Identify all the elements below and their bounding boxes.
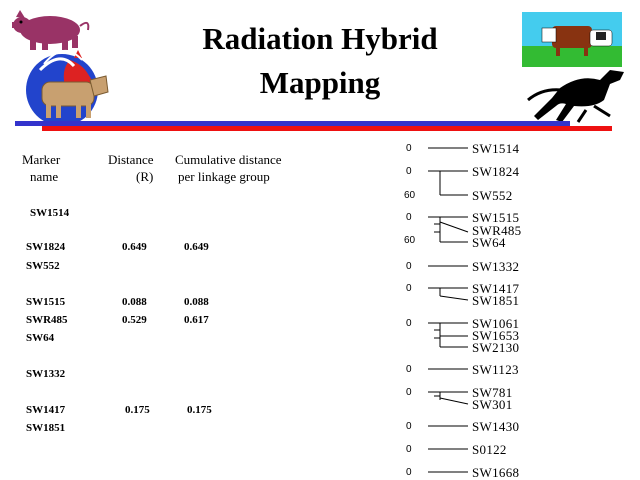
lod-value: 0 <box>406 364 412 375</box>
header-distance-line2: (R) <box>136 169 154 184</box>
red-divider-rule <box>42 126 612 131</box>
row-name: SW552 <box>26 260 60 272</box>
header-cumulative <box>175 152 282 168</box>
header-marker-line1: Marker <box>22 152 61 167</box>
row-name: SW64 <box>26 332 55 344</box>
map-marker: SW1514 <box>472 141 520 156</box>
map-marker: SW1332 <box>472 259 520 274</box>
row-name: SW1514 <box>30 207 70 219</box>
map-marker: SW1430 <box>472 419 520 434</box>
row-distance: 0.529 <box>122 314 147 326</box>
map-marker: SW1824 <box>472 164 520 179</box>
row-name: SW1332 <box>26 368 66 380</box>
lod-value: 60 <box>404 190 416 201</box>
lod-value: 0 <box>406 467 412 478</box>
row-distance: 0.088 <box>122 296 147 308</box>
lod-value: 0 <box>406 143 412 154</box>
row-distance: 0.175 <box>125 404 150 416</box>
lod-value: 0 <box>406 444 412 455</box>
slide-title-line-1: Radiation Hybrid <box>202 21 438 56</box>
map-marker: SW1851 <box>472 293 520 308</box>
map-marker: SW64 <box>472 235 506 250</box>
map-marker: SWR485 <box>472 223 522 238</box>
header-marker <box>22 152 60 168</box>
row-cumulative: 0.617 <box>184 314 209 326</box>
map-marker: SW1123 <box>472 362 519 377</box>
row-cumulative: 0.649 <box>184 241 209 253</box>
row-name: SW1417 <box>26 404 66 416</box>
map-marker: SW1061 <box>472 316 520 331</box>
header-cumulative-2 <box>178 169 270 185</box>
header-marker-line2: name <box>30 169 59 184</box>
map-marker: SW781 <box>472 385 513 400</box>
map-marker: S0122 <box>472 442 507 457</box>
row-cumulative: 0.175 <box>187 404 212 416</box>
lod-value: 0 <box>406 212 412 223</box>
map-marker: SW301 <box>472 397 513 412</box>
lod-value: 0 <box>406 261 412 272</box>
slide-title-line-2: Mapping <box>259 65 381 100</box>
map-marker: SW1668 <box>472 465 520 480</box>
header-cumulative-line2: per linkage group <box>178 169 270 184</box>
map-marker: SW552 <box>472 188 513 203</box>
row-name: SW1515 <box>26 296 66 308</box>
lod-value: 0 <box>406 318 412 329</box>
lod-value: 0 <box>406 166 412 177</box>
map-marker: SW1515 <box>472 210 520 225</box>
lod-value: 0 <box>406 283 412 294</box>
lod-value: 0 <box>406 421 412 432</box>
header-distance <box>108 152 153 168</box>
header-distance-2 <box>136 169 153 185</box>
map-marker: SW1653 <box>472 328 520 343</box>
lod-value: 0 <box>406 387 412 398</box>
lod-value: 60 <box>404 235 416 246</box>
header-distance-line1: Distance <box>108 152 154 167</box>
row-distance: 0.649 <box>122 241 147 253</box>
map-marker: SW1417 <box>472 281 520 296</box>
header-marker-2 <box>30 169 58 185</box>
row-cumulative: 0.088 <box>184 296 209 308</box>
row-name: SW1824 <box>26 241 66 253</box>
map-marker: SW2130 <box>472 340 520 355</box>
header-cumulative-line1: Cumulative distance <box>175 152 282 167</box>
row-name: SW1851 <box>26 422 66 434</box>
row-name: SWR485 <box>26 314 68 326</box>
